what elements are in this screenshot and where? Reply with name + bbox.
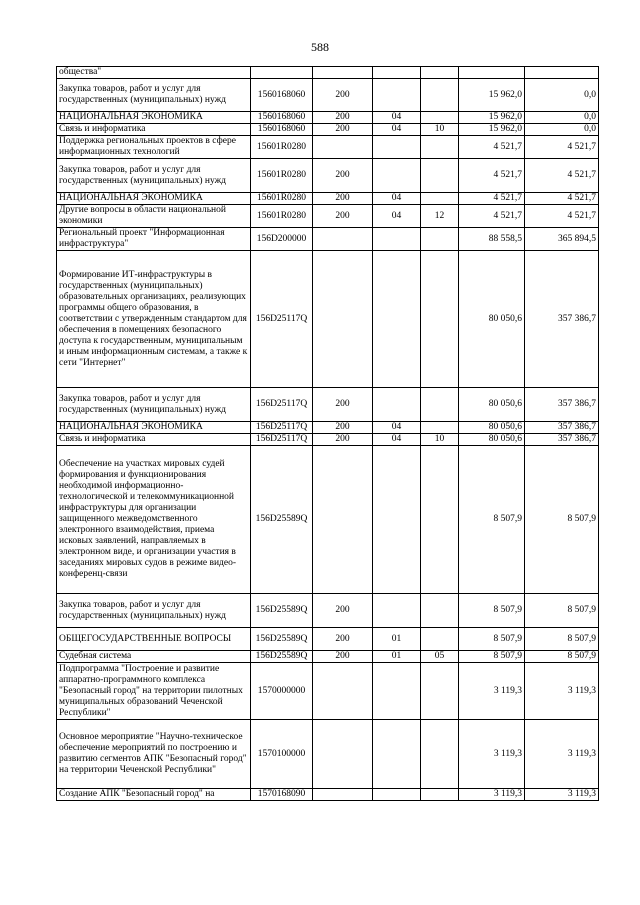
- cell-name: Создание АПК "Безопасный город" на: [57, 789, 251, 801]
- cell-section: [373, 251, 421, 388]
- cell-name: Закупка товаров, работ и услуг для государственных (муниципальных) нужд: [57, 594, 251, 628]
- cell-name: Связь и информатика: [57, 124, 251, 136]
- cell-amount-year1: 8 507,9: [459, 628, 525, 651]
- cell-target-code: 156D25117Q: [251, 434, 313, 446]
- cell-amount-year2: 4 521,7: [525, 205, 599, 228]
- cell-section: [373, 446, 421, 594]
- cell-amount-year1: 4 521,7: [459, 193, 525, 205]
- cell-expense-type: [313, 67, 373, 79]
- cell-target-code: 156D25589Q: [251, 446, 313, 594]
- cell-expense-type: 200: [313, 205, 373, 228]
- cell-target-code: 15601R0280: [251, 136, 313, 159]
- cell-target-code: 1560168060: [251, 124, 313, 136]
- cell-name: Региональный проект "Информационная инфраструктура": [57, 228, 251, 251]
- cell-expense-type: 200: [313, 434, 373, 446]
- cell-section: 04: [373, 124, 421, 136]
- cell-amount-year1: 80 050,6: [459, 251, 525, 388]
- cell-expense-type: 200: [313, 193, 373, 205]
- cell-target-code: [251, 67, 313, 79]
- table-row: [57, 594, 599, 628]
- cell-amount-year2: 0,0: [525, 79, 599, 112]
- cell-amount-year1: 80 050,6: [459, 422, 525, 434]
- table-row: [57, 205, 599, 228]
- cell-expense-type: 200: [313, 124, 373, 136]
- table-row: [57, 251, 599, 388]
- cell-amount-year2: 357 386,7: [525, 434, 599, 446]
- table-row: [57, 228, 599, 251]
- cell-target-code: 156D25117Q: [251, 388, 313, 422]
- cell-expense-type: [313, 789, 373, 801]
- cell-amount-year2: 3 119,3: [525, 720, 599, 789]
- cell-target-code: 156D25589Q: [251, 628, 313, 651]
- cell-target-code: 1560168060: [251, 79, 313, 112]
- cell-name: ОБЩЕГОСУДАРСТВЕННЫЕ ВОПРОСЫ: [57, 628, 251, 651]
- cell-amount-year1: 8 507,9: [459, 651, 525, 663]
- cell-section: 04: [373, 205, 421, 228]
- cell-amount-year2: 3 119,3: [525, 789, 599, 801]
- cell-subsection: [421, 67, 459, 79]
- table-row: [57, 136, 599, 159]
- cell-subsection: [421, 228, 459, 251]
- table-row: [57, 446, 599, 594]
- cell-section: 01: [373, 651, 421, 663]
- cell-amount-year2: 8 507,9: [525, 594, 599, 628]
- cell-amount-year2: 0,0: [525, 112, 599, 124]
- cell-amount-year2: 4 521,7: [525, 159, 599, 193]
- cell-name: Основное мероприятие "Научно-техническое обеспечение мероприятий по построению и развитию сегментов АПК "Безопасный город" на территории Чеченской Республики": [57, 720, 251, 789]
- table-row: [57, 663, 599, 720]
- cell-subsection: 12: [421, 205, 459, 228]
- cell-name: Закупка товаров, работ и услуг для государственных (муниципальных) нужд: [57, 159, 251, 193]
- cell-amount-year2: 8 507,9: [525, 651, 599, 663]
- cell-amount-year2: [525, 67, 599, 79]
- cell-amount-year2: 4 521,7: [525, 193, 599, 205]
- cell-name: Другие вопросы в области национальной экономики: [57, 205, 251, 228]
- cell-subsection: [421, 720, 459, 789]
- cell-amount-year2: 8 507,9: [525, 446, 599, 594]
- cell-subsection: [421, 193, 459, 205]
- cell-amount-year1: 15 962,0: [459, 112, 525, 124]
- cell-amount-year1: 15 962,0: [459, 124, 525, 136]
- cell-name: Поддержка региональных проектов в сфере информационных технологий: [57, 136, 251, 159]
- cell-amount-year2: 357 386,7: [525, 251, 599, 388]
- cell-section: [373, 720, 421, 789]
- cell-amount-year1: 3 119,3: [459, 789, 525, 801]
- cell-amount-year1: 4 521,7: [459, 159, 525, 193]
- cell-expense-type: [313, 136, 373, 159]
- cell-amount-year1: 80 050,6: [459, 434, 525, 446]
- cell-expense-type: 200: [313, 159, 373, 193]
- cell-name: Подпрограмма "Построение и развитие аппаратно-программного комплекса "Безопасный город" на территории пилотных муниципальных образований Чеченской Республики": [57, 663, 251, 720]
- table-row: [57, 79, 599, 112]
- table-row: [57, 193, 599, 205]
- cell-subsection: 10: [421, 434, 459, 446]
- table-row: [57, 720, 599, 789]
- cell-name: НАЦИОНАЛЬНАЯ ЭКОНОМИКА: [57, 112, 251, 124]
- table-row: [57, 159, 599, 193]
- cell-section: [373, 663, 421, 720]
- cell-name: НАЦИОНАЛЬНАЯ ЭКОНОМИКА: [57, 422, 251, 434]
- cell-section: 04: [373, 193, 421, 205]
- cell-amount-year2: 365 894,5: [525, 228, 599, 251]
- cell-subsection: [421, 422, 459, 434]
- cell-target-code: 156D25589Q: [251, 594, 313, 628]
- cell-subsection: 10: [421, 124, 459, 136]
- cell-section: [373, 228, 421, 251]
- cell-target-code: 1570168090: [251, 789, 313, 801]
- cell-expense-type: 200: [313, 651, 373, 663]
- cell-section: [373, 388, 421, 422]
- cell-amount-year1: 4 521,7: [459, 136, 525, 159]
- cell-amount-year2: 357 386,7: [525, 422, 599, 434]
- cell-name: НАЦИОНАЛЬНАЯ ЭКОНОМИКА: [57, 193, 251, 205]
- cell-expense-type: [313, 663, 373, 720]
- cell-target-code: 15601R0280: [251, 193, 313, 205]
- cell-amount-year2: 4 521,7: [525, 136, 599, 159]
- cell-subsection: [421, 789, 459, 801]
- budget-table: [56, 66, 599, 801]
- cell-section: [373, 789, 421, 801]
- cell-name: Закупка товаров, работ и услуг для государственных (муниципальных) нужд: [57, 79, 251, 112]
- cell-section: 04: [373, 112, 421, 124]
- cell-section: [373, 136, 421, 159]
- page-number: 588: [311, 40, 329, 54]
- cell-subsection: [421, 136, 459, 159]
- cell-target-code: 1570000000: [251, 663, 313, 720]
- table-row: [57, 124, 599, 136]
- cell-expense-type: 200: [313, 594, 373, 628]
- cell-subsection: [421, 663, 459, 720]
- cell-expense-type: [313, 720, 373, 789]
- cell-subsection: [421, 446, 459, 594]
- cell-amount-year2: 357 386,7: [525, 388, 599, 422]
- cell-name: общества": [57, 67, 251, 79]
- cell-target-code: 156D25589Q: [251, 651, 313, 663]
- cell-section: [373, 594, 421, 628]
- cell-section: 04: [373, 422, 421, 434]
- cell-expense-type: [313, 446, 373, 594]
- cell-amount-year1: 8 507,9: [459, 446, 525, 594]
- cell-expense-type: 200: [313, 112, 373, 124]
- cell-amount-year2: 3 119,3: [525, 663, 599, 720]
- cell-target-code: 156D200000: [251, 228, 313, 251]
- cell-target-code: 1560168060: [251, 112, 313, 124]
- cell-name: Закупка товаров, работ и услуг для государственных (муниципальных) нужд: [57, 388, 251, 422]
- cell-subsection: [421, 112, 459, 124]
- cell-amount-year1: [459, 67, 525, 79]
- cell-amount-year1: 4 521,7: [459, 205, 525, 228]
- cell-target-code: 1570100000: [251, 720, 313, 789]
- cell-amount-year2: 0,0: [525, 124, 599, 136]
- table-row: [57, 112, 599, 124]
- cell-target-code: 15601R0280: [251, 159, 313, 193]
- cell-expense-type: 200: [313, 388, 373, 422]
- cell-subsection: [421, 594, 459, 628]
- cell-section: [373, 67, 421, 79]
- cell-amount-year1: 15 962,0: [459, 79, 525, 112]
- table-row: [57, 789, 599, 801]
- cell-subsection: 05: [421, 651, 459, 663]
- table-row: [57, 422, 599, 434]
- cell-section: 01: [373, 628, 421, 651]
- table-row: [57, 628, 599, 651]
- cell-section: 04: [373, 434, 421, 446]
- cell-target-code: 15601R0280: [251, 205, 313, 228]
- cell-subsection: [421, 628, 459, 651]
- cell-subsection: [421, 251, 459, 388]
- cell-amount-year1: 80 050,6: [459, 388, 525, 422]
- cell-name: Связь и информатика: [57, 434, 251, 446]
- cell-target-code: 156D25117Q: [251, 422, 313, 434]
- cell-amount-year2: 8 507,9: [525, 628, 599, 651]
- cell-name: Формирование ИТ-инфраструктуры в государственных (муниципальных) образовательных организациях, реализующих программы общего образования, в соответствии с утвержденным стандартом для обеспечения в помещениях безопасного доступа к государственным, муниципальным и иным информационным системам, а также к сети "Интернет": [57, 251, 251, 388]
- table-row: [57, 434, 599, 446]
- table-row: [57, 67, 599, 79]
- cell-amount-year1: 88 558,5: [459, 228, 525, 251]
- cell-expense-type: 200: [313, 79, 373, 112]
- cell-amount-year1: 8 507,9: [459, 594, 525, 628]
- cell-subsection: [421, 79, 459, 112]
- cell-amount-year1: 3 119,3: [459, 720, 525, 789]
- table-row: [57, 651, 599, 663]
- cell-amount-year1: 3 119,3: [459, 663, 525, 720]
- cell-expense-type: [313, 228, 373, 251]
- cell-section: [373, 159, 421, 193]
- cell-name: Судебная система: [57, 651, 251, 663]
- cell-target-code: 156D25117Q: [251, 251, 313, 388]
- cell-expense-type: 200: [313, 422, 373, 434]
- cell-expense-type: 200: [313, 628, 373, 651]
- cell-name: Обеспечение на участках мировых судей формирования и функционирования необходимой информационно-технологической и телекоммуникационной инфраструктуры для организации защищенного межведомственного электронного взаимодействия, приема исковых заявлений, направляемых в электронном виде, и организации участия в заседаниях мировых судов в режиме видео-конференц-связи: [57, 446, 251, 594]
- cell-section: [373, 79, 421, 112]
- cell-expense-type: [313, 251, 373, 388]
- cell-subsection: [421, 159, 459, 193]
- cell-subsection: [421, 388, 459, 422]
- table-row: [57, 388, 599, 422]
